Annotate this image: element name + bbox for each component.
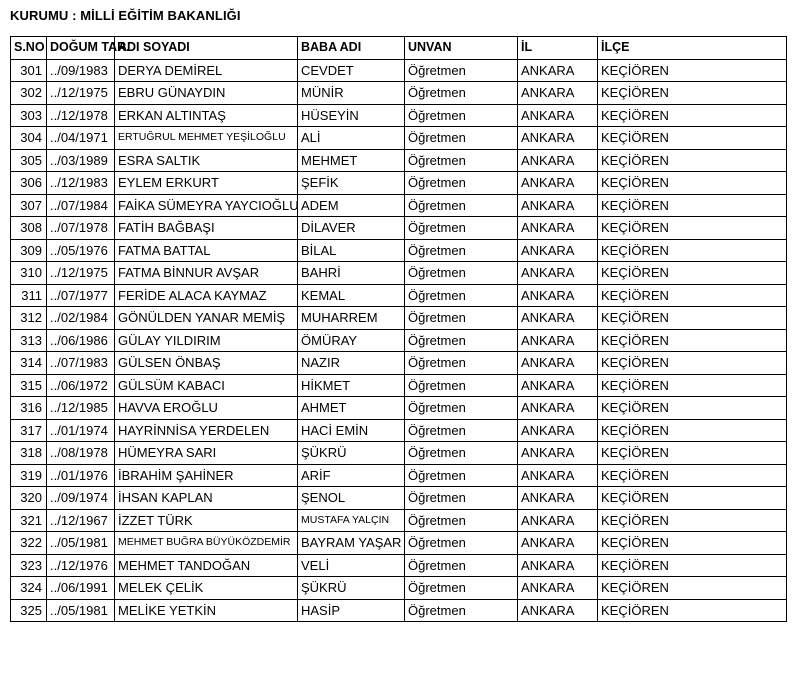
cell-title: Öğretmen — [405, 352, 518, 375]
cell-district: KEÇİÖREN — [598, 532, 787, 555]
table-row — [11, 217, 787, 240]
cell-title: Öğretmen — [405, 239, 518, 262]
cell-father-name: DİLAVER — [298, 217, 405, 240]
header-district: İLÇE — [598, 37, 787, 60]
cell-birth-date: ../08/1978 — [47, 442, 115, 465]
cell-father-name: ADEM — [298, 194, 405, 217]
cell-father-name: BAHRİ — [298, 262, 405, 285]
cell-birth-date: ../06/1991 — [47, 577, 115, 600]
cell-father-name: NAZIR — [298, 352, 405, 375]
cell-title: Öğretmen — [405, 172, 518, 195]
cell-province: ANKARA — [518, 194, 598, 217]
table-row — [11, 262, 787, 285]
cell-district: KEÇİÖREN — [598, 307, 787, 330]
cell-name: ESRA SALTIK — [115, 149, 298, 172]
cell-province: ANKARA — [518, 487, 598, 510]
cell-province: ANKARA — [518, 464, 598, 487]
cell-province: ANKARA — [518, 329, 598, 352]
cell-province: ANKARA — [518, 262, 598, 285]
cell-title: Öğretmen — [405, 419, 518, 442]
cell-province: ANKARA — [518, 82, 598, 105]
cell-name: GÜLSÜM KABACI — [115, 374, 298, 397]
cell-name: İBRAHİM ŞAHİNER — [115, 464, 298, 487]
cell-sno: 312 — [11, 307, 47, 330]
table-row — [11, 532, 787, 555]
cell-sno: 301 — [11, 59, 47, 82]
table-row — [11, 374, 787, 397]
cell-father-name: HÜSEYİN — [298, 104, 405, 127]
cell-title: Öğretmen — [405, 217, 518, 240]
cell-title: Öğretmen — [405, 397, 518, 420]
cell-birth-date: ../07/1978 — [47, 217, 115, 240]
cell-title: Öğretmen — [405, 577, 518, 600]
cell-father-name: AHMET — [298, 397, 405, 420]
cell-name: İZZET TÜRK — [115, 509, 298, 532]
cell-name: HÜMEYRA SARI — [115, 442, 298, 465]
cell-father-name: ARİF — [298, 464, 405, 487]
cell-father-name: BAYRAM YAŞAR — [298, 532, 405, 555]
cell-district: KEÇİÖREN — [598, 464, 787, 487]
cell-province: ANKARA — [518, 509, 598, 532]
cell-district: KEÇİÖREN — [598, 509, 787, 532]
cell-name: MELİKE YETKİN — [115, 599, 298, 622]
cell-district: KEÇİÖREN — [598, 374, 787, 397]
cell-title: Öğretmen — [405, 59, 518, 82]
cell-sno: 308 — [11, 217, 47, 240]
cell-province: ANKARA — [518, 352, 598, 375]
table-row — [11, 329, 787, 352]
cell-father-name: KEMAL — [298, 284, 405, 307]
cell-district: KEÇİÖREN — [598, 554, 787, 577]
table-row — [11, 149, 787, 172]
cell-name: MEHMET BUĞRA BÜYÜKÖZDEMİR — [115, 532, 298, 555]
cell-father-name: MÜNİR — [298, 82, 405, 105]
cell-name: MELEK ÇELİK — [115, 577, 298, 600]
cell-province: ANKARA — [518, 104, 598, 127]
cell-sno: 318 — [11, 442, 47, 465]
cell-name: FATİH BAĞBAŞI — [115, 217, 298, 240]
cell-title: Öğretmen — [405, 532, 518, 555]
cell-sno: 317 — [11, 419, 47, 442]
cell-father-name: MEHMET — [298, 149, 405, 172]
cell-birth-date: ../09/1983 — [47, 59, 115, 82]
cell-name: HAVVA EROĞLU — [115, 397, 298, 420]
cell-province: ANKARA — [518, 442, 598, 465]
cell-province: ANKARA — [518, 532, 598, 555]
cell-sno: 319 — [11, 464, 47, 487]
cell-district: KEÇİÖREN — [598, 487, 787, 510]
cell-father-name: ŞÜKRÜ — [298, 442, 405, 465]
cell-district: KEÇİÖREN — [598, 194, 787, 217]
cell-title: Öğretmen — [405, 307, 518, 330]
header-sno: S.NO — [11, 37, 47, 60]
cell-name: GÖNÜLDEN YANAR MEMİŞ — [115, 307, 298, 330]
cell-birth-date: ../12/1975 — [47, 262, 115, 285]
cell-sno: 306 — [11, 172, 47, 195]
table-row — [11, 352, 787, 375]
cell-province: ANKARA — [518, 284, 598, 307]
cell-sno: 315 — [11, 374, 47, 397]
cell-title: Öğretmen — [405, 149, 518, 172]
cell-name: EBRU GÜNAYDIN — [115, 82, 298, 105]
personnel-table — [10, 36, 787, 622]
cell-province: ANKARA — [518, 419, 598, 442]
cell-province: ANKARA — [518, 149, 598, 172]
table-row — [11, 82, 787, 105]
cell-birth-date: ../06/1972 — [47, 374, 115, 397]
cell-father-name: VELİ — [298, 554, 405, 577]
cell-province: ANKARA — [518, 554, 598, 577]
cell-sno: 320 — [11, 487, 47, 510]
cell-birth-date: ../07/1984 — [47, 194, 115, 217]
cell-name: GÜLAY YILDIRIM — [115, 329, 298, 352]
cell-province: ANKARA — [518, 172, 598, 195]
cell-title: Öğretmen — [405, 554, 518, 577]
table-row — [11, 464, 787, 487]
cell-title: Öğretmen — [405, 262, 518, 285]
cell-father-name: HACİ EMİN — [298, 419, 405, 442]
cell-birth-date: ../01/1976 — [47, 464, 115, 487]
cell-sno: 322 — [11, 532, 47, 555]
cell-father-name: HASİP — [298, 599, 405, 622]
cell-father-name: ALİ — [298, 127, 405, 150]
cell-district: KEÇİÖREN — [598, 329, 787, 352]
cell-name: FATMA BİNNUR AVŞAR — [115, 262, 298, 285]
cell-title: Öğretmen — [405, 442, 518, 465]
cell-name: İHSAN KAPLAN — [115, 487, 298, 510]
cell-name: HAYRİNNİSA YERDELEN — [115, 419, 298, 442]
cell-district: KEÇİÖREN — [598, 577, 787, 600]
cell-title: Öğretmen — [405, 127, 518, 150]
cell-birth-date: ../09/1974 — [47, 487, 115, 510]
cell-sno: 302 — [11, 82, 47, 105]
cell-title: Öğretmen — [405, 487, 518, 510]
header-title: UNVAN — [405, 37, 518, 60]
table-row — [11, 172, 787, 195]
cell-father-name: ŞÜKRÜ — [298, 577, 405, 600]
cell-sno: 303 — [11, 104, 47, 127]
cell-name: GÜLSEN ÖNBAŞ — [115, 352, 298, 375]
cell-birth-date: ../12/1976 — [47, 554, 115, 577]
cell-sno: 313 — [11, 329, 47, 352]
table-row — [11, 239, 787, 262]
table-row — [11, 554, 787, 577]
cell-birth-date: ../05/1976 — [47, 239, 115, 262]
cell-district: KEÇİÖREN — [598, 59, 787, 82]
header-father-name: BABA ADI — [298, 37, 405, 60]
cell-father-name: ÖMÜRAY — [298, 329, 405, 352]
header-birth-date: DOĞUM TAR. — [47, 37, 115, 60]
cell-father-name: HİKMET — [298, 374, 405, 397]
cell-title: Öğretmen — [405, 374, 518, 397]
cell-birth-date: ../07/1983 — [47, 352, 115, 375]
cell-birth-date: ../06/1986 — [47, 329, 115, 352]
cell-province: ANKARA — [518, 397, 598, 420]
cell-district: KEÇİÖREN — [598, 397, 787, 420]
institution-title: KURUMU : MİLLİ EĞİTİM BAKANLIĞI — [10, 8, 241, 23]
cell-sno: 324 — [11, 577, 47, 600]
cell-birth-date: ../01/1974 — [47, 419, 115, 442]
cell-sno: 325 — [11, 599, 47, 622]
cell-sno: 314 — [11, 352, 47, 375]
cell-sno: 316 — [11, 397, 47, 420]
header-province: İL — [518, 37, 598, 60]
cell-title: Öğretmen — [405, 194, 518, 217]
cell-province: ANKARA — [518, 59, 598, 82]
cell-province: ANKARA — [518, 217, 598, 240]
cell-province: ANKARA — [518, 127, 598, 150]
cell-district: KEÇİÖREN — [598, 262, 787, 285]
cell-title: Öğretmen — [405, 82, 518, 105]
cell-birth-date: ../02/1984 — [47, 307, 115, 330]
cell-birth-date: ../12/1978 — [47, 104, 115, 127]
cell-district: KEÇİÖREN — [598, 442, 787, 465]
cell-district: KEÇİÖREN — [598, 127, 787, 150]
cell-name: MEHMET TANDOĞAN — [115, 554, 298, 577]
table-row — [11, 442, 787, 465]
cell-father-name: MUSTAFA YALÇIN — [298, 509, 405, 532]
cell-sno: 311 — [11, 284, 47, 307]
cell-name: FERİDE ALACA KAYMAZ — [115, 284, 298, 307]
cell-name: ERKAN ALTINTAŞ — [115, 104, 298, 127]
table-row — [11, 509, 787, 532]
cell-sno: 304 — [11, 127, 47, 150]
cell-birth-date: ../03/1989 — [47, 149, 115, 172]
cell-name: DERYA DEMİREL — [115, 59, 298, 82]
cell-sno: 321 — [11, 509, 47, 532]
cell-district: KEÇİÖREN — [598, 419, 787, 442]
table-row — [11, 284, 787, 307]
table-row — [11, 419, 787, 442]
cell-sno: 307 — [11, 194, 47, 217]
cell-district: KEÇİÖREN — [598, 82, 787, 105]
table-row — [11, 127, 787, 150]
cell-province: ANKARA — [518, 374, 598, 397]
cell-district: KEÇİÖREN — [598, 149, 787, 172]
cell-name: FATMA BATTAL — [115, 239, 298, 262]
cell-birth-date: ../05/1981 — [47, 532, 115, 555]
cell-district: KEÇİÖREN — [598, 284, 787, 307]
cell-sno: 305 — [11, 149, 47, 172]
cell-province: ANKARA — [518, 599, 598, 622]
cell-father-name: MUHARREM — [298, 307, 405, 330]
cell-province: ANKARA — [518, 577, 598, 600]
table-row — [11, 59, 787, 82]
cell-birth-date: ../12/1983 — [47, 172, 115, 195]
cell-province: ANKARA — [518, 239, 598, 262]
cell-title: Öğretmen — [405, 104, 518, 127]
cell-name: EYLEM ERKURT — [115, 172, 298, 195]
cell-title: Öğretmen — [405, 464, 518, 487]
table-row — [11, 307, 787, 330]
cell-sno: 310 — [11, 262, 47, 285]
cell-birth-date: ../04/1971 — [47, 127, 115, 150]
cell-district: KEÇİÖREN — [598, 172, 787, 195]
cell-birth-date: ../12/1985 — [47, 397, 115, 420]
cell-district: KEÇİÖREN — [598, 217, 787, 240]
cell-father-name: BİLAL — [298, 239, 405, 262]
cell-name: FAİKA SÜMEYRA YAYCIOĞLU — [115, 194, 298, 217]
cell-title: Öğretmen — [405, 599, 518, 622]
cell-father-name: ŞENOL — [298, 487, 405, 510]
cell-sno: 323 — [11, 554, 47, 577]
table-row — [11, 599, 787, 622]
table-row — [11, 487, 787, 510]
cell-district: KEÇİÖREN — [598, 104, 787, 127]
cell-name: ERTUĞRUL MEHMET YEŞİLOĞLU — [115, 127, 298, 150]
cell-title: Öğretmen — [405, 284, 518, 307]
cell-title: Öğretmen — [405, 329, 518, 352]
cell-birth-date: ../07/1977 — [47, 284, 115, 307]
table-row — [11, 577, 787, 600]
cell-district: KEÇİÖREN — [598, 352, 787, 375]
cell-birth-date: ../12/1975 — [47, 82, 115, 105]
cell-father-name: ŞEFİK — [298, 172, 405, 195]
cell-district: KEÇİÖREN — [598, 239, 787, 262]
cell-sno: 309 — [11, 239, 47, 262]
table-row — [11, 397, 787, 420]
table-row — [11, 104, 787, 127]
cell-birth-date: ../05/1981 — [47, 599, 115, 622]
cell-district: KEÇİÖREN — [598, 599, 787, 622]
header-name: ADI SOYADI — [115, 37, 298, 60]
cell-father-name: CEVDET — [298, 59, 405, 82]
table-header-row — [11, 37, 787, 60]
table-row — [11, 194, 787, 217]
cell-title: Öğretmen — [405, 509, 518, 532]
cell-birth-date: ../12/1967 — [47, 509, 115, 532]
cell-province: ANKARA — [518, 307, 598, 330]
